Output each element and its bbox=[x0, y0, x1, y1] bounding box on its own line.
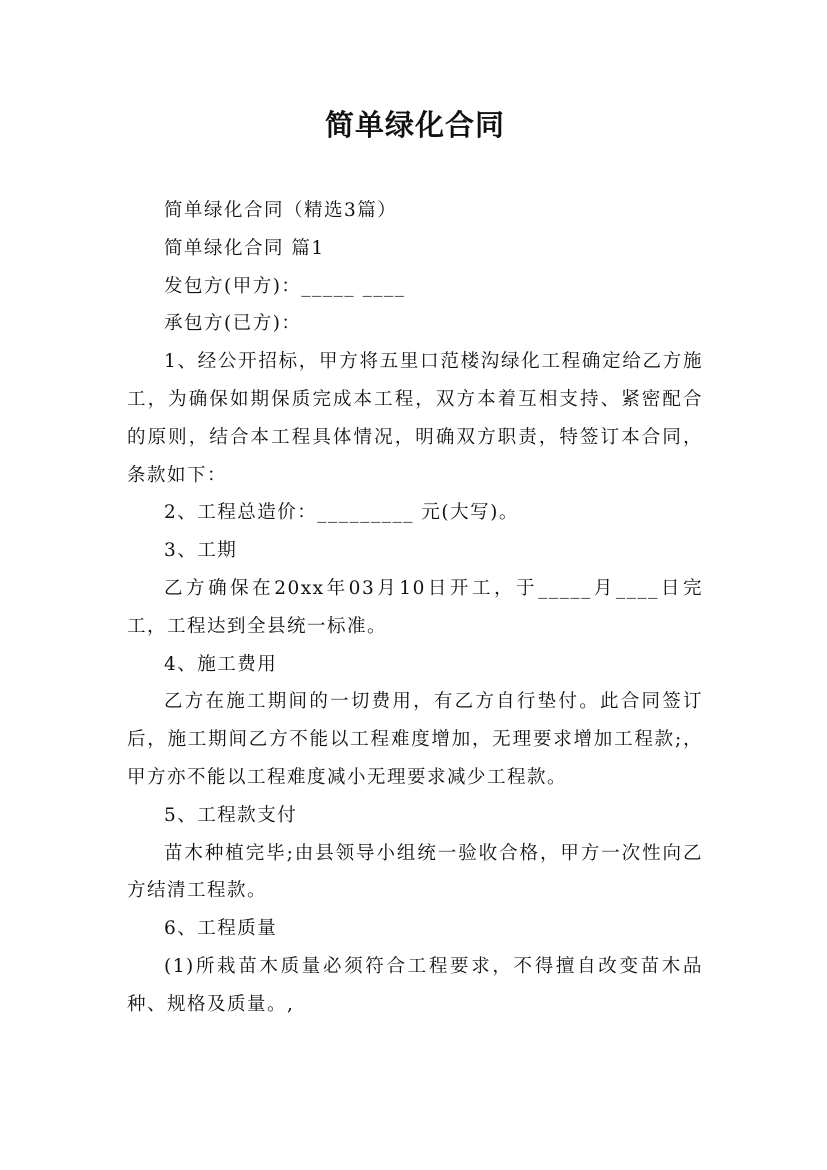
paragraph-clause-5-heading: 5、工程款支付 bbox=[164, 804, 298, 826]
paragraph-section-heading: 简单绿化合同 篇1 bbox=[164, 237, 325, 259]
paragraph-party-b: 承包方(已方)： bbox=[164, 313, 302, 335]
document-title: 简单绿化合同 bbox=[324, 108, 505, 142]
paragraph-clause-4-body: 乙方在施工期间的一切费用，有乙方自行垫付。此合同签订后，施工期间乙方不能以工程难度增加，无理要求增加工程款;，甲方亦不能以工程难度减小无理要求减少工程款。 bbox=[127, 691, 703, 788]
paragraph-clause-5-body: 苗木种植完毕;由县领导小组统一验收合格，甲方一次性向乙方结清工程款。 bbox=[127, 842, 703, 902]
paragraph-clause-4-heading: 4、施工费用 bbox=[164, 653, 278, 675]
paragraph-clause-6-heading: 6、工程质量 bbox=[164, 918, 278, 940]
paragraph-clause-3-body: 乙方确保在20xx年03月10日开工，于_____月____日完工，工程达到全县统一标准。 bbox=[127, 577, 703, 637]
paragraph-clause-3-heading: 3、工期 bbox=[164, 540, 238, 562]
paragraph-subtitle: 简单绿化合同（精选3篇） bbox=[164, 200, 398, 221]
paragraph-party-a: 发包方(甲方)：_____ ____ bbox=[164, 275, 406, 297]
paragraph-clause-2: 2、工程总造价：_________ 元(大写)。 bbox=[164, 502, 519, 524]
paragraph-clause-1: 1、经公开招标，甲方将五里口范楼沟绿化工程确定给乙方施工，为确保如期保质完成本工程，双方本着互相支持、紧密配合的原则，结合本工程具体情况，明确双方职责，特签订本合同，条款如下： bbox=[127, 351, 703, 486]
paragraph-clause-6-item-1: (1)所栽苗木质量必须符合工程要求，不得擅自改变苗木品种、规格及质量。, bbox=[127, 955, 703, 1015]
document-body bbox=[127, 192, 703, 1024]
